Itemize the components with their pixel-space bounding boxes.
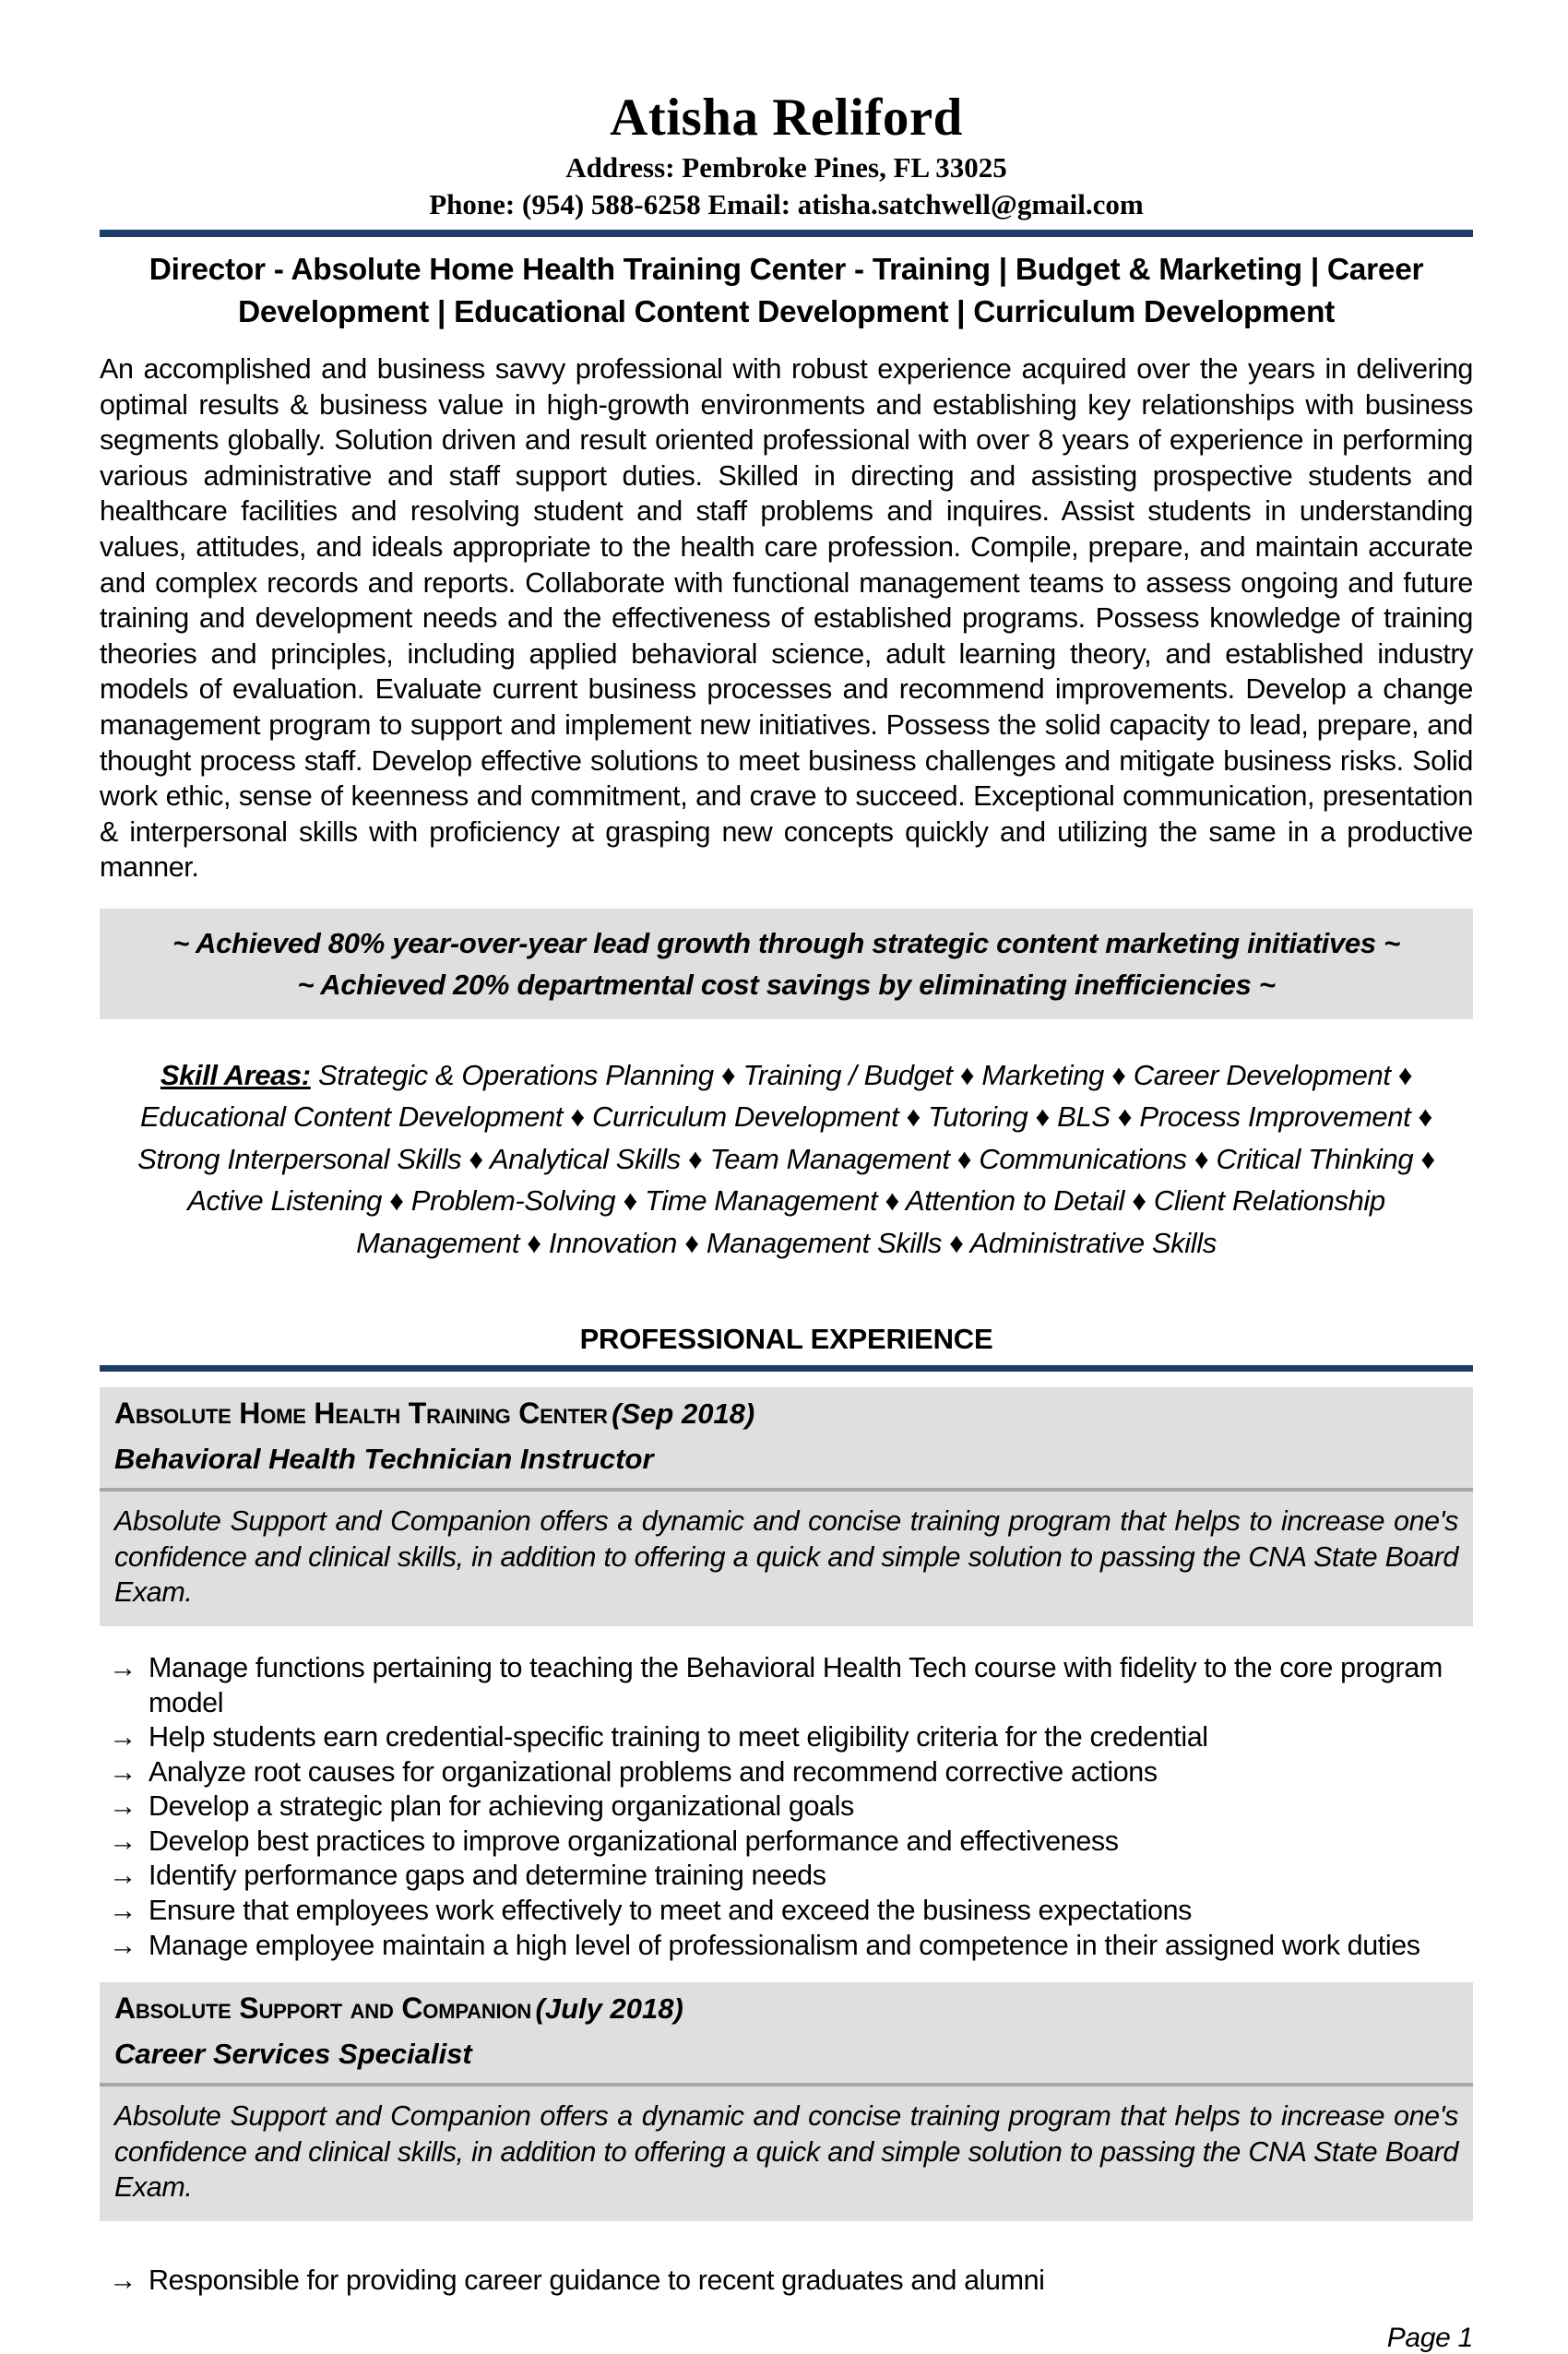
bullet-text: Ensure that employees work effectively to meet and exceed the business expectations xyxy=(148,1895,1192,1927)
arrow-bullet-icon: → xyxy=(109,1721,137,1754)
job-bullet-list xyxy=(100,1651,1473,1963)
section-title-professional-experience: PROFESSIONAL EXPERIENCE xyxy=(579,1323,993,1356)
bullet-text: Develop a strategic plan for achieving organizational goals xyxy=(148,1790,854,1823)
company-line xyxy=(114,1396,1458,1437)
contact-line: Phone: (954) 588-6258 Email: atisha.satchwell@gmail.com xyxy=(429,188,1144,220)
page-number: Page 1 xyxy=(1386,2323,1473,2354)
job-header xyxy=(100,1387,1473,1492)
headline-title: Director - Absolute Home Health Training Center - Training | Budget & Marketing | Career Development | Educational Content Development | Curriculum Development xyxy=(148,253,1424,329)
bullet-text: Manage employee maintain a high level of professionalism and competence in their assigned work duties xyxy=(148,1929,1420,1961)
bullet-item xyxy=(100,1789,1473,1825)
arrow-bullet-icon: → xyxy=(109,1755,137,1788)
achievement-line: ~ Achieved 20% departmental cost savings by eliminating inefficiencies ~ xyxy=(297,968,1276,1001)
job-bullet-list xyxy=(100,2264,1473,2299)
job-entry-2 xyxy=(100,1982,1473,2298)
bullet-text: Manage functions pertaining to teaching the Behavioral Health Tech course with fidelity to the core program model xyxy=(148,1651,1443,1718)
company-line xyxy=(114,1991,1458,2032)
arrow-bullet-icon: → xyxy=(109,1651,137,1683)
person-name: Atisha Reliford xyxy=(610,89,963,147)
skills-paragraph xyxy=(100,1054,1473,1265)
resume-header xyxy=(100,89,1473,221)
company-description: Absolute Support and Companion offers a dynamic and concise training program that helps to increase one's confidence and clinical skills, in addition to offering a quick and simple solution to passing the CNA State Board Exam. xyxy=(100,1492,1473,1626)
bullet-item xyxy=(100,1755,1473,1790)
job-header xyxy=(100,1982,1473,2086)
company-name: Absolute Home Health Training Center xyxy=(114,1397,608,1431)
arrow-bullet-icon: → xyxy=(109,2264,137,2296)
arrow-bullet-icon: → xyxy=(109,1929,137,1961)
bullet-item xyxy=(100,1859,1473,1894)
job-role: Career Services Specialist xyxy=(114,2038,472,2071)
arrow-bullet-icon: → xyxy=(109,1895,137,1927)
skills-list: Strategic & Operations Planning ♦ Training / Budget ♦ Marketing ♦ Career Development ♦ Educational Content Development ♦ Curriculum Development ♦ Tutoring ♦ BLS ♦ Process Improvement ♦ Strong Interpersonal Skills ♦ Analytical Skills ♦ Team Management ♦ Communications ♦ Critical Thinking ♦ Active Listening ♦ Problem-Solving ♦ Time Management ♦ Attention to Detail ♦ Client Relationship Management ♦ Innovation ♦ Management Skills ♦ Administrative Skills xyxy=(137,1058,1435,1259)
bullet-item xyxy=(100,1894,1473,1929)
job-entry-1 xyxy=(100,1387,1473,1963)
skills-label: Skill Areas: xyxy=(160,1058,311,1091)
job-date: (Sep 2018) xyxy=(612,1397,755,1431)
header-divider-rule xyxy=(100,230,1473,237)
arrow-bullet-icon: → xyxy=(109,1860,137,1892)
section-divider-rule xyxy=(100,1365,1473,1372)
bullet-item xyxy=(100,2264,1473,2299)
bullet-item xyxy=(100,1720,1473,1755)
bullet-text: Responsible for providing career guidance to recent graduates and alumni xyxy=(148,2264,1045,2296)
company-description: Absolute Support and Companion offers a dynamic and concise training program that helps to increase one's confidence and clinical skills, in addition to offering a quick and simple solution to passing the CNA State Board Exam. xyxy=(100,2086,1473,2221)
bullet-text: Analyze root causes for organizational problems and recommend corrective actions xyxy=(148,1755,1158,1788)
bullet-text: Identify performance gaps and determine training needs xyxy=(148,1860,826,1892)
achievements-block xyxy=(100,909,1473,1019)
achievement-line: ~ Achieved 80% year-over-year lead growth through strategic content marketing initiatives ~ xyxy=(172,926,1400,959)
arrow-bullet-icon: → xyxy=(109,1790,137,1823)
company-name: Absolute Support and Companion xyxy=(114,1991,532,2026)
bullet-text: Help students earn credential-specific training to meet eligibility criteria for the credential xyxy=(148,1721,1208,1754)
bullet-item xyxy=(100,1929,1473,1964)
bullet-item xyxy=(100,1651,1473,1720)
bullet-item xyxy=(100,1825,1473,1860)
bullet-text: Develop best practices to improve organizational performance and effectiveness xyxy=(148,1825,1119,1857)
address-line: Address: Pembroke Pines, FL 33025 xyxy=(565,151,1007,184)
summary-paragraph: An accomplished and business savvy professional with robust experience acquired over the years in delivering optimal results & business value in high-growth environments and establishing key relationships with business segments globally. Solution driven and result oriented professional with over 8 years of experience in performing various administrative and staff support duties. Skilled in directing and assisting prospective students and healthcare facilities and resolving student and staff problems and inquires. Assist students in understanding values, attitudes, and ideals appropriate to the health care profession. Compile, prepare, and maintain accurate and complex records and reports. Collaborate with functional management teams to assess ongoing and future training and development needs and the effectiveness of established programs. Possess knowledge of training theories and principles, including applied behavioral science, adult learning theory, and established industry models of evaluation. Evaluate current business processes and recommend improvements. Develop a change management program to support and implement new initiatives. Possess the solid capacity to lead, prepare, and thought process staff. Develop effective solutions to meet business challenges and mitigate business risks. Solid work ethic, sense of keenness and commitment, and crave to succeed. Exceptional communication, presentation & interpersonal skills with proficiency at grasping new concepts quickly and utilizing the same in a productive manner. xyxy=(100,353,1473,884)
arrow-bullet-icon: → xyxy=(109,1825,137,1857)
job-date: (July 2018) xyxy=(535,1992,683,2026)
job-role: Behavioral Health Technician Instructor xyxy=(114,1443,654,1476)
